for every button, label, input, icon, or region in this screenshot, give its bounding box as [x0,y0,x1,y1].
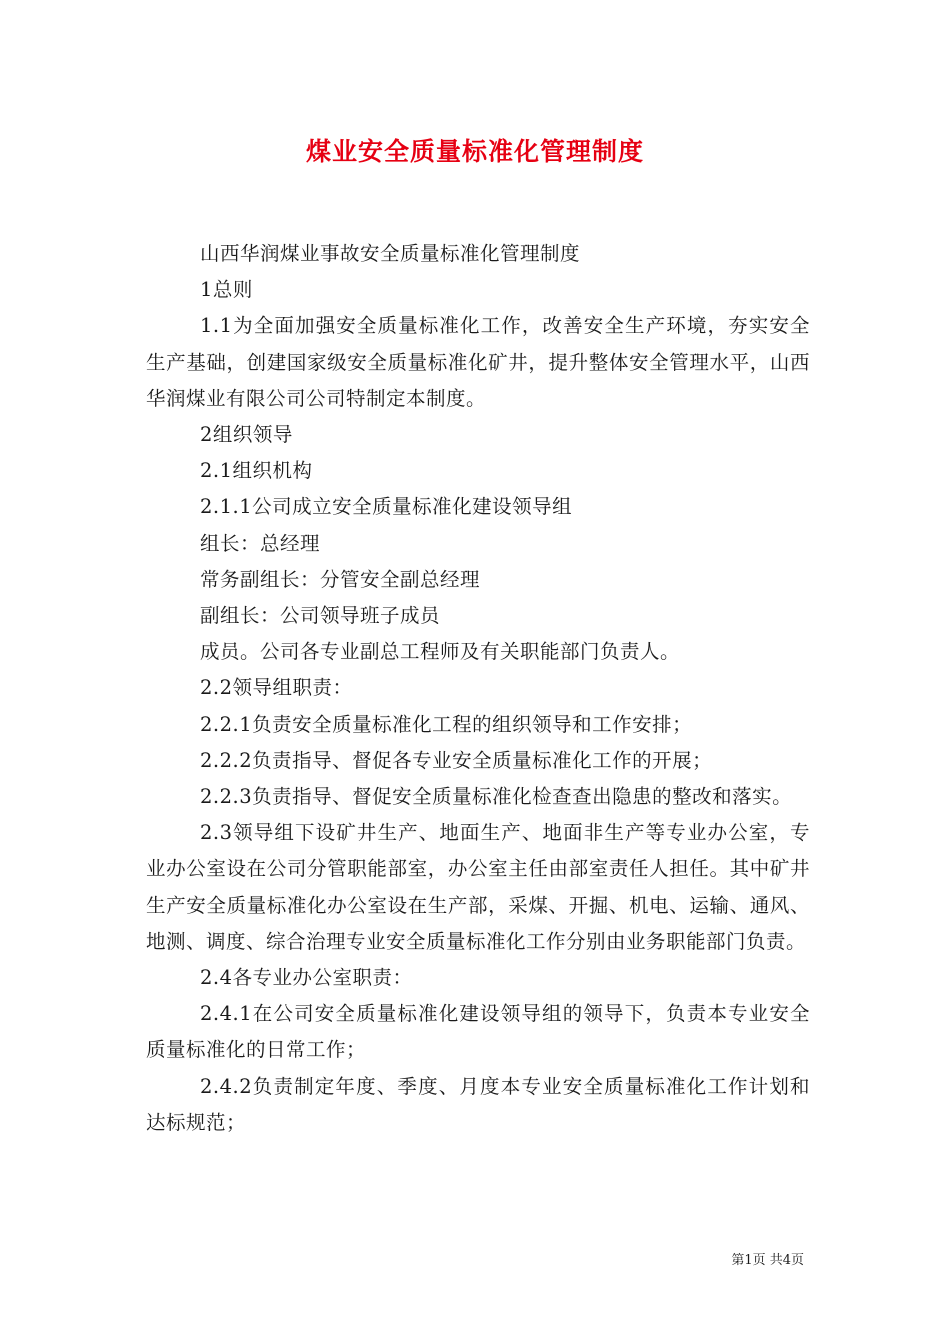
document-title: 煤业安全质量标准化管理制度 [305,137,644,166]
paragraph: 成员。公司各专业副总工程师及有关职能部门负责人。 [200,640,681,664]
paragraph: 2.2.3负责指导、督促安全质量标准化检查查出隐患的整改和落实。 [200,785,793,809]
paragraph: 2.4.1在公司安全质量标准化建设领导组的领导下，负责本专业安全质量标准化的日常工作； [146,1002,810,1062]
paragraph: 2.1组织机构 [200,459,313,483]
paragraph: 2.4各专业办公室职责： [200,966,413,990]
paragraph: 2组织领导 [200,423,293,447]
paragraph: 组长：总经理 [200,531,321,555]
paragraph: 1总则 [200,278,253,302]
document-body [146,236,810,1141]
paragraph: 2.4.2负责制定年度、季度、月度本专业安全质量标准化工作计划和达标规范； [146,1074,810,1134]
paragraph: 2.1.1公司成立安全质量标准化建设领导组 [200,495,573,519]
paragraph: 2.2.1负责安全质量标准化工程的组织领导和工作安排； [200,712,693,736]
paragraph: 副组长：公司领导班子成员 [200,604,441,628]
paragraph: 山西华润煤业事故安全质量标准化管理制度 [200,242,581,265]
page-number-footer: 第1页 共4页 [731,1253,804,1268]
paragraph: 2.3领导组下设矿井生产、地面生产、地面非生产等专业办公室，专业办公室设在公司分管职能部室，办公室主任由部室责任人担任。其中矿井生产安全质量标准化办公室设在生产部，采煤、开掘、机电、运输、通风、地测、调度、综合治理专业安全质量标准化工作分别由业务职能部门负责。 [146,821,810,953]
paragraph: 常务副组长：分管安全副总经理 [200,567,481,591]
paragraph: 2.2.2负责指导、督促各专业安全质量标准化工作的开展； [200,748,713,772]
paragraph: 1.1为全面加强安全质量标准化工作，改善安全生产环境，夯实安全生产基础，创建国家级安全质量标准化矿井，提升整体安全管理水平，山西华润煤业有限公司公司特制定本制度。 [146,314,810,410]
paragraph: 2.2领导组职责： [200,676,353,700]
